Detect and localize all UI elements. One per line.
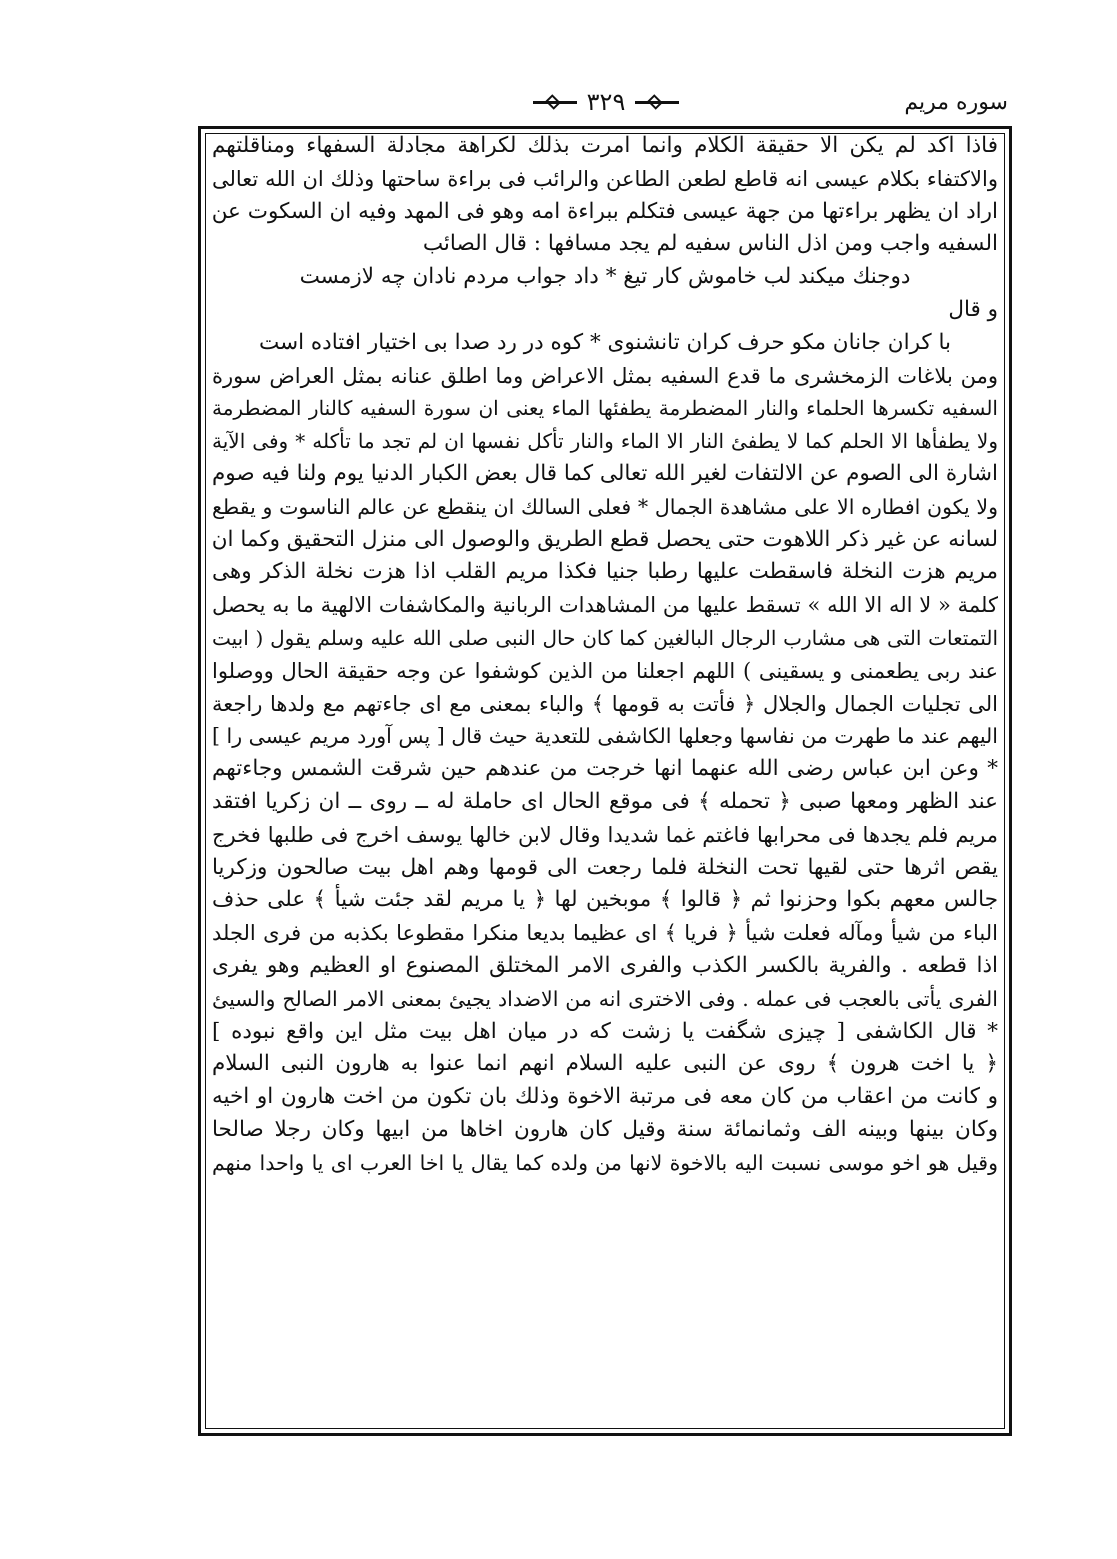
- text-line: فاذا اكد لم يكن الا حقيقة الكلام وانما امرت بذلك لكراهة مجادلة السفهاء ومناقلتهم: [212, 133, 998, 158]
- page-number-block: [486, 88, 726, 116]
- text-line: و كانت من اعقاب من كان معه فى مرتبة الاخوة وذلك بان تكون من اخت هارون او اخيه: [212, 1084, 998, 1110]
- text-line: مريم هزت النخلة فاسقطت عليها رطبا جنيا فكذا مريم القلب اذا هزت نخلة الذكر وهى: [212, 559, 998, 585]
- page-number: ٣٢٩: [586, 88, 626, 116]
- text-line: لسانه عن غير ذكر اللاهوت حتى يحصل قطع الطريق والوصول الى منزل التحقيق وكما ان: [212, 526, 998, 552]
- text-line: وكان بينها وبينه الف وثمانمائة سنة وقيل كان هارون اخاها من ابيها وكان رجلا صالحا: [212, 1116, 998, 1142]
- text-line: عند ربى يطعمنى و يسقينى ) اللهم اجعلنا من الذين كوشفوا عن وجه حقيقة الحال ووصلوا: [212, 658, 998, 683]
- text-line: * وعن ابن عباس رضى الله عنهما انها خرجت من عندهم حين شرقت الشمس وجاءتهم: [212, 756, 998, 782]
- text-line: ﴿ يا اخت هرون ﴾ روى عن النبى عليه السلام انهم انما عنوا به هارون النبى السلام: [212, 1051, 998, 1077]
- text-line: التمتعات التى هى مشارب الرجال البالغين كما كان حال النبى صلى الله عليه وسلم يقول ( ابيت: [212, 625, 998, 650]
- verse-line: دوجنك ميكند لب خاموش كار تيغ * داد جواب مردم نادان چه لازمست: [299, 264, 911, 290]
- text-line: عند الظهر ومعها صبى ﴿ تحمله ﴾ فى موقع الحال اى حاملة له ــ روى ــ ان زكريا افتقد: [212, 788, 998, 814]
- text-line: الى تجليات الجمال والجلال ﴿ فأتت به قومها ﴾ والباء بمعنى مع اى جاءتهم مع ولدها راجعة: [212, 691, 998, 716]
- text-line: اذا قطعه . والفرية بالكسر الكذب والفرى الامر المختلق المصنوع او العظيم وهو يفرى: [212, 952, 998, 978]
- ornament-icon: [533, 97, 577, 107]
- verse-line: با كران جانان مكو حرف كران تانشنوى * كوه در رد صدا بى اختيار افتاده است: [258, 329, 952, 355]
- text-line: وقيل هو اخو موسى نسبت اليه بالاخوة لانها من ولده كما يقال يا اخا العرب اى يا واحدا منهم: [212, 1150, 998, 1175]
- ornament-icon: [635, 97, 679, 107]
- text-line: اشارة الى الصوم عن الالتفات لغير الله تعالى كما قال بعض الكبار الدنيا يوم ولنا فيه صوم: [212, 460, 998, 486]
- text-line: كلمة « لا اله الا الله » تسقط عليها من المشاهدات الربانية والمكاشفات الالهية ما به يحصل: [212, 593, 998, 618]
- text-line: السفيه واجب ومن اذل الناس سفيه لم يجد مسافها : قال الصائب: [422, 231, 998, 257]
- text-line: والاكتفاء بكلام عيسى انه قاطع لطعن الطاعن والرائب فى براءة ساحتها وذلك ان الله تعالى: [212, 166, 998, 191]
- body-text: [212, 130, 998, 1180]
- text-line: ولا يطفأها الا الحلم كما لا يطفئ النار الا الماء والنار تأكل نفسها ان لم تجد ما تأكله * وفى الآية: [212, 429, 998, 454]
- text-line: * قال الكاشفى [ چيزى شگفت يا زشت كه در ميان اهل بيت مثل اين واقع نبوده ]: [212, 1018, 998, 1044]
- page-header: [196, 88, 1016, 124]
- text-line: جالس معهم بكوا وحزنوا ثم ﴿ قالوا ﴾ موبخين لها ﴿ يا مريم لقد جئت شيأ ﴾ على حذف: [212, 887, 998, 913]
- text-line: السفيه تكسرها الحلماء والنار المضطرمة يطفئها الماء يعنى ان سورة السفيه كالنار المضطرمة: [212, 396, 998, 421]
- text-line: ولا يكون افطاره الا على مشاهدة الجمال * فعلى السالك ان ينقطع عن عالم الناسوت و يقطع: [212, 494, 998, 519]
- text-line: يقص اثرها حتى لقيها تحت النخلة فلما رجعت الى قومها وهم اهل بيت صالحون وزكريا: [212, 854, 998, 880]
- text-line: و قال: [948, 296, 998, 322]
- text-line: الباء من شيأ ومآله فعلت شيأ ﴿ فريا ﴾ اى عظيما بديعا منكرا مقطوعا بكذبه من فرى الجلد: [212, 921, 998, 946]
- text-line: اراد ان يظهر براءتها من جهة عيسى فتكلم ببراءة امه وهو فى المهد وفيه ان السكوت عن: [212, 198, 998, 224]
- text-line: ومن بلاغات الزمخشرى ما قدع السفيه بمثل الاعراض وما اطلق عنانه بمثل العراض سورة: [212, 363, 998, 388]
- text-line: اليهم عند ما طهرت من نفاسها وجعلها الكاشفى للتعدية حيث قال [ پس آورد مريم عيسى را ]: [212, 724, 998, 749]
- text-line: مريم فلم يجدها فى محرابها فاغتم غما شديدا وقال لابن خالها يوسف اخرج فى طلبها فخرج: [212, 822, 998, 847]
- text-line: الفرى يأتى بالعجب فى عمله . وفى الاخترى انه من الاضداد يجيئ بمعنى الامر الصالح والسيئ: [212, 986, 998, 1011]
- surah-name: سوره مریم: [904, 90, 1008, 115]
